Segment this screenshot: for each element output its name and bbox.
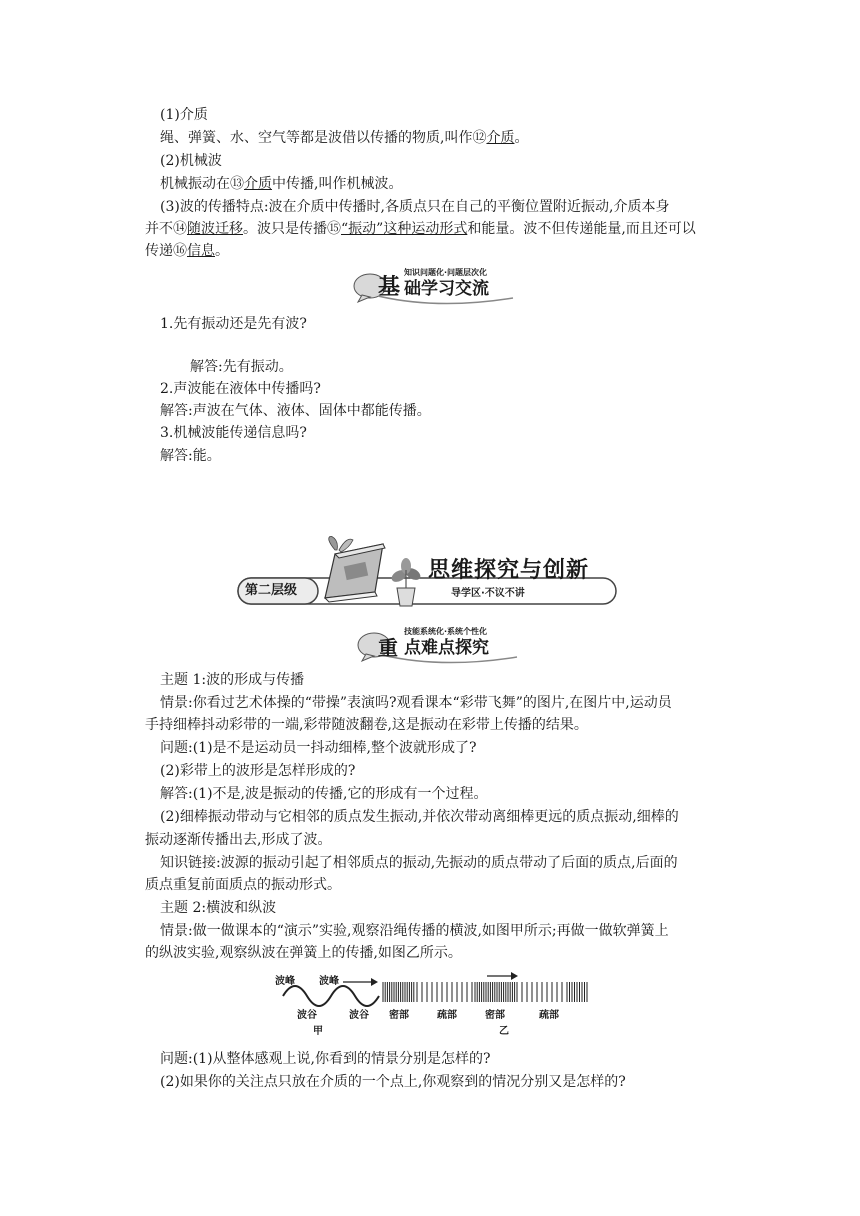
knowledge-link-2: 质点重复前面质点的振动形式。: [145, 877, 341, 893]
question-3: 3.机械波能传递信息吗?: [160, 425, 307, 441]
header-title: 点难点探究: [404, 638, 489, 658]
label-dense-2: 密部: [485, 1010, 505, 1021]
answer-topic1-2: (2)细棒振动带动与它相邻的质点发生振动,并依次带动离细棒更远的质点振动,细棒的: [160, 809, 679, 825]
label-trough-2: 波谷: [349, 1010, 369, 1021]
header-big-char: 基: [378, 275, 401, 300]
paragraph-propagation-1: (3)波的传播特点:波在介质中传播时,各质点只在自己的平衡位置附近振动,介质本身: [160, 199, 670, 215]
question-topic2-1: 问题:(1)从整体感观上说,你看到的情景分别是怎样的?: [160, 1051, 491, 1067]
question-2: 2.声波能在液体中传播吗?: [160, 381, 321, 397]
header-title: 础学习交流: [404, 279, 489, 299]
level-banner: [235, 536, 620, 612]
label-jia: 甲: [313, 1026, 323, 1037]
scenario-1-line1: 情景:你看过艺术体操的“带操”表演吗?观看课本“彩带飞舞”的图片,在图片中,运动员: [160, 695, 672, 711]
subheading-mechanical-wave: (2)机械波: [160, 153, 222, 169]
paragraph-mechanical-wave: 机械振动在⑬介质中传播,叫作机械波。: [160, 176, 403, 192]
wave-figure: [265, 968, 595, 1040]
banner-title: 思维探究与创新: [428, 558, 590, 583]
scenario-1-line2: 手持细棒抖动彩带的一端,彩带随波翻卷,这是振动在彩带上传播的结果。: [145, 717, 588, 733]
question-topic1-1: 问题:(1)是不是运动员一抖动细棒,整个波就形成了?: [160, 740, 477, 756]
question-topic1-2: (2)彩带上的波形是怎样形成的?: [160, 763, 356, 779]
answer-topic1-1: 解答:(1)不是,波是振动的传播,它的形成有一个过程。: [160, 786, 488, 802]
level-label: 第二层级: [245, 583, 298, 598]
question-1: 1.先有振动还是先有波?: [160, 316, 307, 332]
topic-1-title: 主题 1:波的形成与传播: [160, 672, 305, 688]
section-header-basic: [348, 266, 518, 306]
spring-bars: [383, 982, 587, 1002]
scenario-2-line2: 的纵波实验,观察纵波在弹簧上的传播,如图乙所示。: [145, 945, 462, 961]
answer-topic1-3: 振动逐渐传播出去,形成了波。: [145, 832, 332, 848]
header-big-char: 重: [378, 636, 398, 660]
label-crest-2: 波峰: [319, 976, 339, 987]
answer-3: 解答:能。: [160, 448, 221, 464]
label-crest-1: 波峰: [275, 976, 295, 987]
subheading-medium: (1)介质: [160, 107, 208, 123]
banner-subtitle: 导学区·不议不讲: [451, 588, 525, 599]
section-header-key: [352, 625, 522, 665]
answer-1: 解答:先有振动。: [190, 359, 293, 375]
label-dense-1: 密部: [389, 1010, 409, 1021]
header-tagline: 知识问题化·问题层次化: [404, 268, 488, 277]
paragraph-propagation-3: 传递⑯信息。: [145, 243, 229, 259]
book-icon: [325, 544, 385, 602]
scenario-2-line1: 情景:做一做课本的“演示”实验,观察沿绳传播的横波,如图甲所示;再做一做软弹簧上: [160, 923, 669, 939]
answer-2: 解答:声波在气体、液体、固体中都能传播。: [160, 403, 431, 419]
question-topic2-2: (2)如果你的关注点只放在介质的一个点上,你观察到的情况分别又是怎样的?: [160, 1074, 626, 1090]
topic-2-title: 主题 2:横波和纵波: [160, 900, 277, 916]
paragraph-medium: 绳、弹簧、水、空气等都是波借以传播的物质,叫作⑫介质。: [160, 130, 529, 146]
knowledge-link-1: 知识链接:波源的振动引起了相邻质点的振动,先振动的质点带动了后面的质点,后面的: [160, 855, 678, 871]
header-tagline: 技能系统化·系统个性化: [404, 627, 488, 636]
butterfly-icon: [329, 536, 353, 552]
label-sparse-1: 疏部: [437, 1010, 457, 1021]
label-trough-1: 波谷: [297, 1010, 317, 1021]
label-sparse-2: 疏部: [539, 1010, 559, 1021]
paragraph-propagation-2: 并不⑭随波迁移。波只是传播⑮“振动”这种运动形式和能量。波不但传递能量,而且还可以: [145, 221, 696, 237]
label-yi: 乙: [499, 1026, 509, 1037]
